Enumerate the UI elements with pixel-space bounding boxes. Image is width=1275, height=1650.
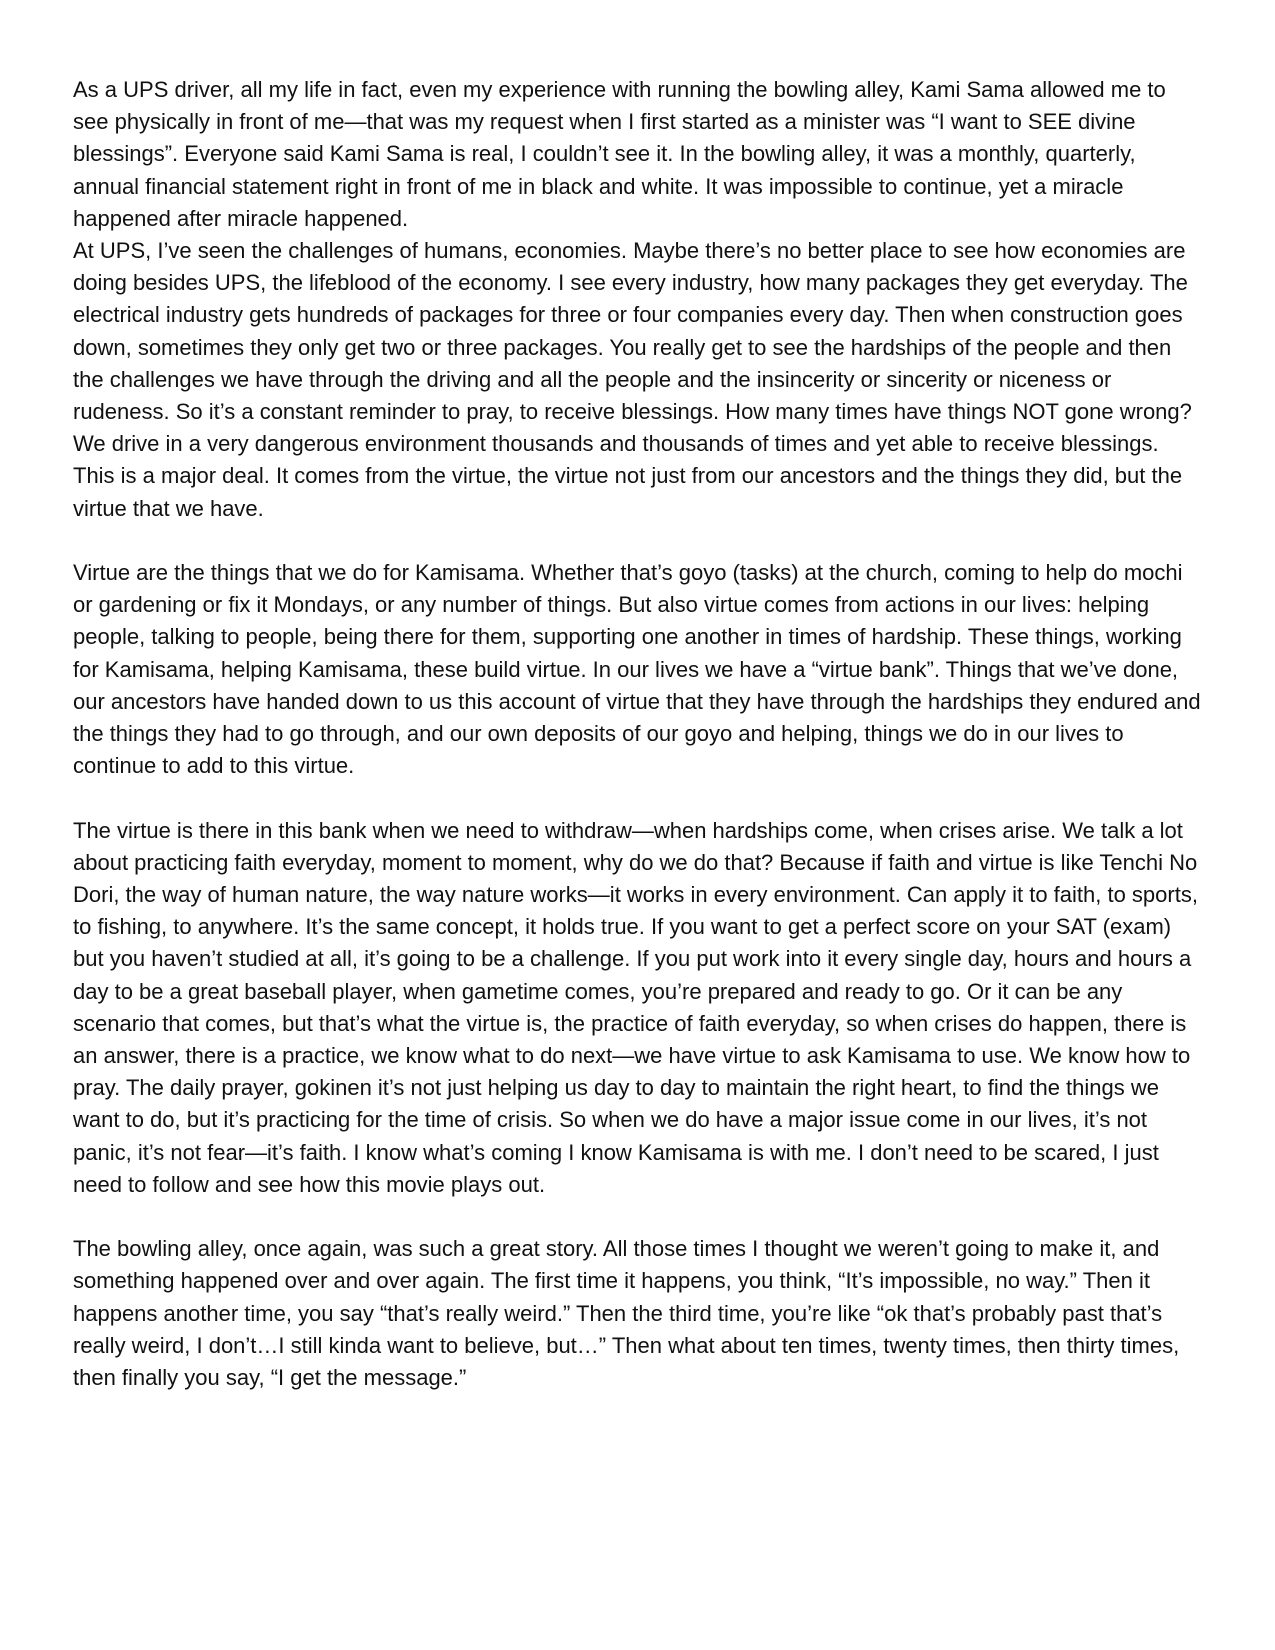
document-page [73,74,1203,1394]
paragraph-virtue-definition: Virtue are the things that we do for Kamisama. Whether that’s goyo (tasks) at the church, coming to help do mochi or gardening or fix it Mondays, or any number of things. But also virtue comes from actions in our lives: helping people, talking to people, being there for them, supporting one another in times of hardship. These things, working for Kamisama, helping Kamisama, these build virtue. In our lives we have a “virtue bank”. Things that we’ve done, our ancestors have handed down to us this account of virtue that they have through the hardships they endured and the things they had to go through, and our own deposits of our goyo and helping, things we do in our lives to continue to add to this virtue. [73,560,1201,779]
paragraph-ups-driver-intro: As a UPS driver, all my life in fact, even my experience with running the bowling alley, Kami Sama allowed me to see physically in front of me—that was my request when I first started as a minister was “I want to SEE divine blessings”. Everyone said Kami Sama is real, I couldn’t see it. In the bowling alley, it was a monthly, quarterly, annual financial statement right in front of me in black and white. It was impossible to continue, yet a miracle happened after miracle happened. [73,77,1166,231]
paragraph-ups-economy: At UPS, I’ve seen the challenges of humans, economies. Maybe there’s no better place to see how economies are doing besides UPS, the lifeblood of the economy. I see every industry, how many packages they get everyday. The electrical industry gets hundreds of packages for three or four companies every day. Then when construction goes down, sometimes they only get two or three packages. You really get to see the hardships of the people and then the challenges we have through the driving and all the people and the insincerity or sincerity or niceness or rudeness. So it’s a constant reminder to pray, to receive blessings. How many times have things NOT gone wrong? We drive in a very dangerous environment thousands and thousands of times and yet able to receive blessings. This is a major deal. It comes from the virtue, the virtue not just from our ancestors and the things they did, but the virtue that we have. [73,238,1192,521]
paragraph-spacer [73,1201,1203,1233]
paragraph-spacer [73,525,1203,557]
paragraph-bowling-alley-story: The bowling alley, once again, was such a great story. All those times I thought we weren’t going to make it, and something happened over and over again. The first time it happens, you think, “It’s impossible, no way.” Then it happens another time, you say “that’s really weird.” Then the third time, you’re like “ok that’s probably past that’s really weird, I don’t…I still kinda want to believe, but…” Then what about ten times, twenty times, then thirty times, then finally you say, “I get the message.” [73,1236,1180,1391]
paragraph-virtue-bank: The virtue is there in this bank when we need to withdraw—when hardships come, when crises arise. We talk a lot about practicing faith everyday, moment to moment, why do we do that? Because if faith and virtue is like Tenchi No Dori, the way of human nature, the way nature works—it works in every environment. Can apply it to faith, to sports, to fishing, to anywhere. It’s the same concept, it holds true. If you want to get a perfect score on your SAT (exam) but you haven’t studied at all, it’s going to be a challenge. If you put work into it every single day, hours and hours a day to be a great baseball player, when gametime comes, you’re prepared and ready to go. Or it can be any scenario that comes, but that’s what the virtue is, the practice of faith everyday, so when crises do happen, there is an answer, there is a practice, we know what to do next—we have virtue to ask Kamisama to use. We know how to pray. The daily prayer, gokinen it’s not just helping us day to day to maintain the right heart, to find the things we want to do, but it’s practicing for the time of crisis. So when we do have a major issue come in our lives, it’s not panic, it’s not fear—it’s faith. I know what’s coming I know Kamisama is with me. I don’t need to be scared, I just need to follow and see how this movie plays out. [73,817,1198,1197]
paragraph-spacer [73,782,1203,814]
